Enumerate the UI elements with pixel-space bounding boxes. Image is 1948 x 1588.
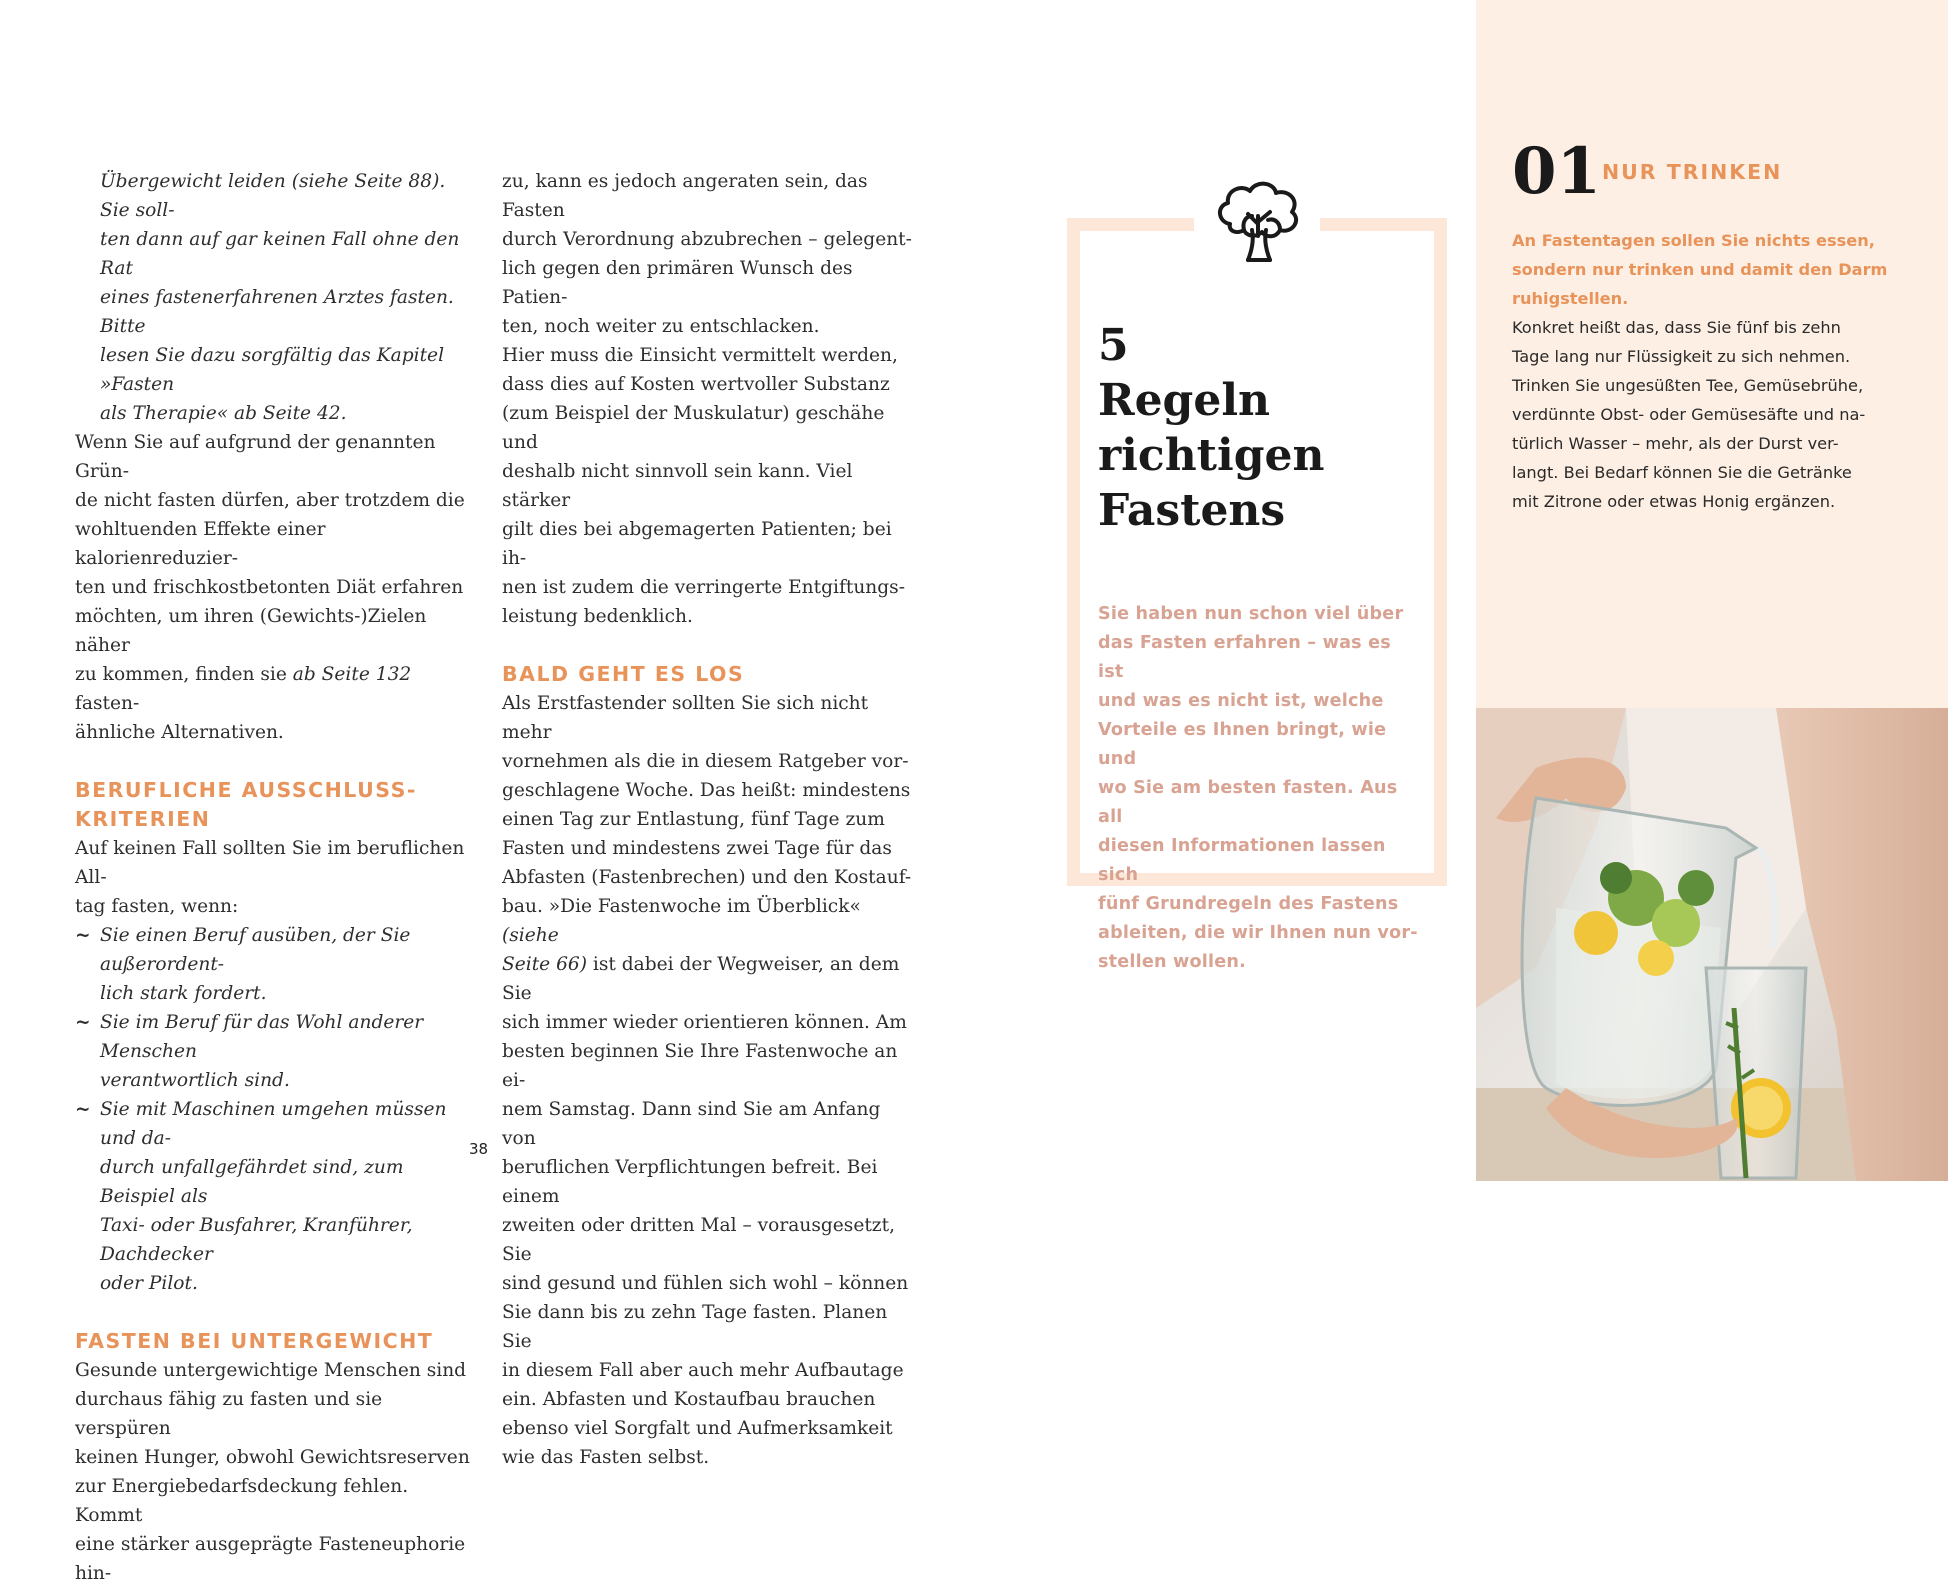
text-line: in diesem Fall aber auch mehr Aufbautage [502,1360,904,1381]
text-line: eine stärker ausgeprägte Fasteneuphorie hin- [75,1534,466,1584]
text-line: Fasten und mindestens zwei Tage für das [502,838,892,859]
photo-pouring-lemon-water [1476,708,1948,1181]
text-line: nen ist zudem die verringerte Entgiftungs- [502,577,906,598]
heading-line: BERUFLICHE AUSSCHLUSS- [75,778,417,802]
broccoli-icon [1208,176,1308,266]
text-line: türlich Wasser – mehr, als der Durst ver- [1512,434,1839,453]
text-line: ähnliche Alternativen. [75,722,284,743]
text-line: dass dies auf Kosten wertvoller Substanz [502,374,890,395]
text-line: durch Verordnung abzubrechen – gelegent- [502,229,912,250]
bullet-list [75,921,475,1298]
text-line: wie das Fasten selbst. [502,1447,710,1468]
text-line: durch unfallgefährdet sind, zum Beispiel als [100,1157,404,1207]
list-item [75,1095,475,1298]
text-line: Wenn Sie auf aufgrund der genannten Grün- [75,432,436,482]
text-line: verantwortlich sind. [100,1070,290,1091]
section-heading [75,776,475,834]
text-line: eines fastenerfahrenen Arztes fasten. Bitte [100,287,454,337]
text-line: ten und frischkostbetonten Diät erfahren [75,577,464,598]
text-line: sind gesund und fühlen sich wohl – können [502,1273,909,1294]
tilde-bullet: ~ [75,925,91,946]
text-run: ist dabei der Wegweiser, an dem Sie [502,954,900,1004]
paragraph [75,428,475,747]
text-line: verdünnte Obst- oder Gemüsesäfte und na- [1512,405,1866,424]
text-line: Übergewicht leiden (siehe Seite 88). Sie soll- [100,171,446,221]
text-line: ruhigstellen. [1512,289,1629,308]
text-line: als Therapie« ab Seite 42. [100,403,347,424]
text-line: keinen Hunger, obwohl Gewichtsreserven [75,1447,470,1468]
text-line: lich gegen den primären Wunsch des Patien- [502,258,853,308]
text-line: Vorteile es Ihnen bringt, wie und [1098,720,1387,769]
text-line: Gesunde untergewichtige Menschen sind [75,1360,467,1381]
page-number: 38 [469,1140,489,1158]
text-line: ten dann auf gar keinen Fall ohne den Rat [100,229,460,279]
tilde-bullet: ~ [75,1012,91,1033]
page-reference: Seite 66) [502,954,587,975]
text-line: besten beginnen Sie Ihre Fastenwoche an ei- [502,1041,898,1091]
text-line: zweiten oder dritten Mal – vorausgesetzt, Sie [502,1215,895,1265]
text-line: ein. Abfasten und Kostaufbau brauchen [502,1389,876,1410]
list-item [75,1008,475,1095]
text-line: Sie dann bis zu zehn Tage fasten. Planen Sie [502,1302,888,1352]
text-line: An Fastentagen sollen Sie nichts essen, [1512,231,1875,250]
column-middle [502,167,912,1472]
text-line: sondern nur trinken und damit den Darm [1512,260,1888,279]
text-line: und was es nicht ist, welche [1098,691,1384,711]
heading-line: BALD GEHT ES LOS [502,662,745,686]
text-line: zur Energiebedarfsdeckung fehlen. Kommt [75,1476,409,1526]
box-title-line: 5 [1098,320,1129,371]
rule-lead [1512,226,1912,313]
text-line: diesen Informationen lassen sich [1098,836,1386,885]
text-line: sich immer wieder orientieren können. Am [502,1012,907,1033]
text-line: das Fasten erfahren – was es ist [1098,633,1391,682]
text-line: Tage lang nur Flüssigkeit zu sich nehmen. [1512,347,1851,366]
text-line: Sie einen Beruf ausüben, der Sie außerordent- [100,925,411,975]
text-line: einen Tag zur Entlastung, fünf Tage zum [502,809,885,830]
text-line: Trinken Sie ungesüßten Tee, Gemüsebrühe, [1512,376,1864,395]
page-reference: ab Seite 132 [292,664,412,685]
text-line: ten, noch weiter zu entschlacken. [502,316,820,337]
box-title-line: richtigen [1098,430,1325,481]
paragraph [502,689,912,1472]
text-line: oder Pilot. [100,1273,198,1294]
box-intro-text [1098,600,1418,977]
section-heading [502,660,912,689]
intro-italic [75,167,475,428]
column-left [75,167,475,1588]
text-line: (zum Beispiel der Muskulatur) geschähe und [502,403,885,453]
text-line: Auf keinen Fall sollten Sie im beruflichen All- [75,838,465,888]
section-heading [75,1327,475,1356]
text-line: wo Sie am besten fasten. Aus all [1098,778,1398,827]
text-line: Als Erstfastender sollten Sie sich nicht mehr [502,693,869,743]
paragraph [502,167,912,631]
box-title-line: Fastens [1098,485,1286,536]
text-line: Abfasten (Fastenbrechen) und den Kostauf- [502,867,912,888]
text-line: ableiten, die wir Ihnen nun vor- [1098,923,1418,943]
tilde-bullet: ~ [75,1099,91,1120]
text-run: fasten- [75,693,140,714]
text-line: lich stark fordert. [100,983,267,1004]
text-run: bau. »Die Fastenwoche im Überblick« [502,896,861,917]
page-reference: (siehe [502,925,559,946]
text-line: fünf Grundregeln des Fastens [1098,894,1399,914]
text-line: Hier muss die Einsicht vermittelt werden, [502,345,898,366]
rule-body [1512,313,1932,516]
text-line: gilt dies bei abgemagerten Patienten; bei ih- [502,519,892,569]
rule-number: 01 [1512,134,1602,209]
text-line: wohltuenden Effekte einer kalorienreduzier- [75,519,326,569]
text-line: nem Samstag. Dann sind Sie am Anfang von [502,1099,881,1149]
text-line: Sie mit Maschinen umgehen müssen und da- [100,1099,447,1149]
text-line: stellen wollen. [1098,952,1247,972]
text-line: ebenso viel Sorgfalt und Aufmerksamkeit [502,1418,893,1439]
text-line: langt. Bei Bedarf können Sie die Getränke [1512,463,1852,482]
paragraph [75,834,475,921]
text-line: Sie haben nun schon viel über [1098,604,1404,624]
text-line: lesen Sie dazu sorgfältig das Kapitel »Fasten [100,345,445,395]
rule-title: NUR TRINKEN [1602,160,1783,184]
text-line [75,660,475,718]
text-line: tag fasten, wenn: [75,896,239,917]
text-line [502,950,912,1008]
text-line: Konkret heißt das, dass Sie fünf bis zehn [1512,318,1841,337]
text-line: deshalb nicht sinnvoll sein kann. Viel stärker [502,461,853,511]
text-line: mit Zitrone oder etwas Honig ergänzen. [1512,492,1836,511]
text-line: geschlagene Woche. Das heißt: mindestens [502,780,911,801]
list-item [75,921,475,1008]
box-title [1098,318,1324,538]
text-line: leistung bedenklich. [502,606,693,627]
text-line: möchten, um ihren (Gewichts-)Zielen näher [75,606,427,656]
paragraph [75,1356,475,1588]
heading-line: FASTEN BEI UNTERGEWICHT [75,1329,434,1353]
text-line: beruflichen Verpflichtungen befreit. Bei einem [502,1157,878,1207]
text-line: zu, kann es jedoch angeraten sein, das Fasten [502,171,868,221]
text-line [502,892,912,950]
text-line: Sie im Beruf für das Wohl anderer Menschen [100,1012,424,1062]
text-line: durchaus fähig zu fasten und sie verspüren [75,1389,383,1439]
text-line: Taxi- oder Busfahrer, Kranführer, Dachdecker [100,1215,413,1265]
text-run: zu kommen, finden sie [75,664,293,685]
box-title-line: Regeln [1098,375,1271,426]
heading-line: KRITERIEN [75,807,211,831]
text-line: de nicht fasten dürfen, aber trotzdem die [75,490,465,511]
text-line: vornehmen als die in diesem Ratgeber vor- [502,751,909,772]
